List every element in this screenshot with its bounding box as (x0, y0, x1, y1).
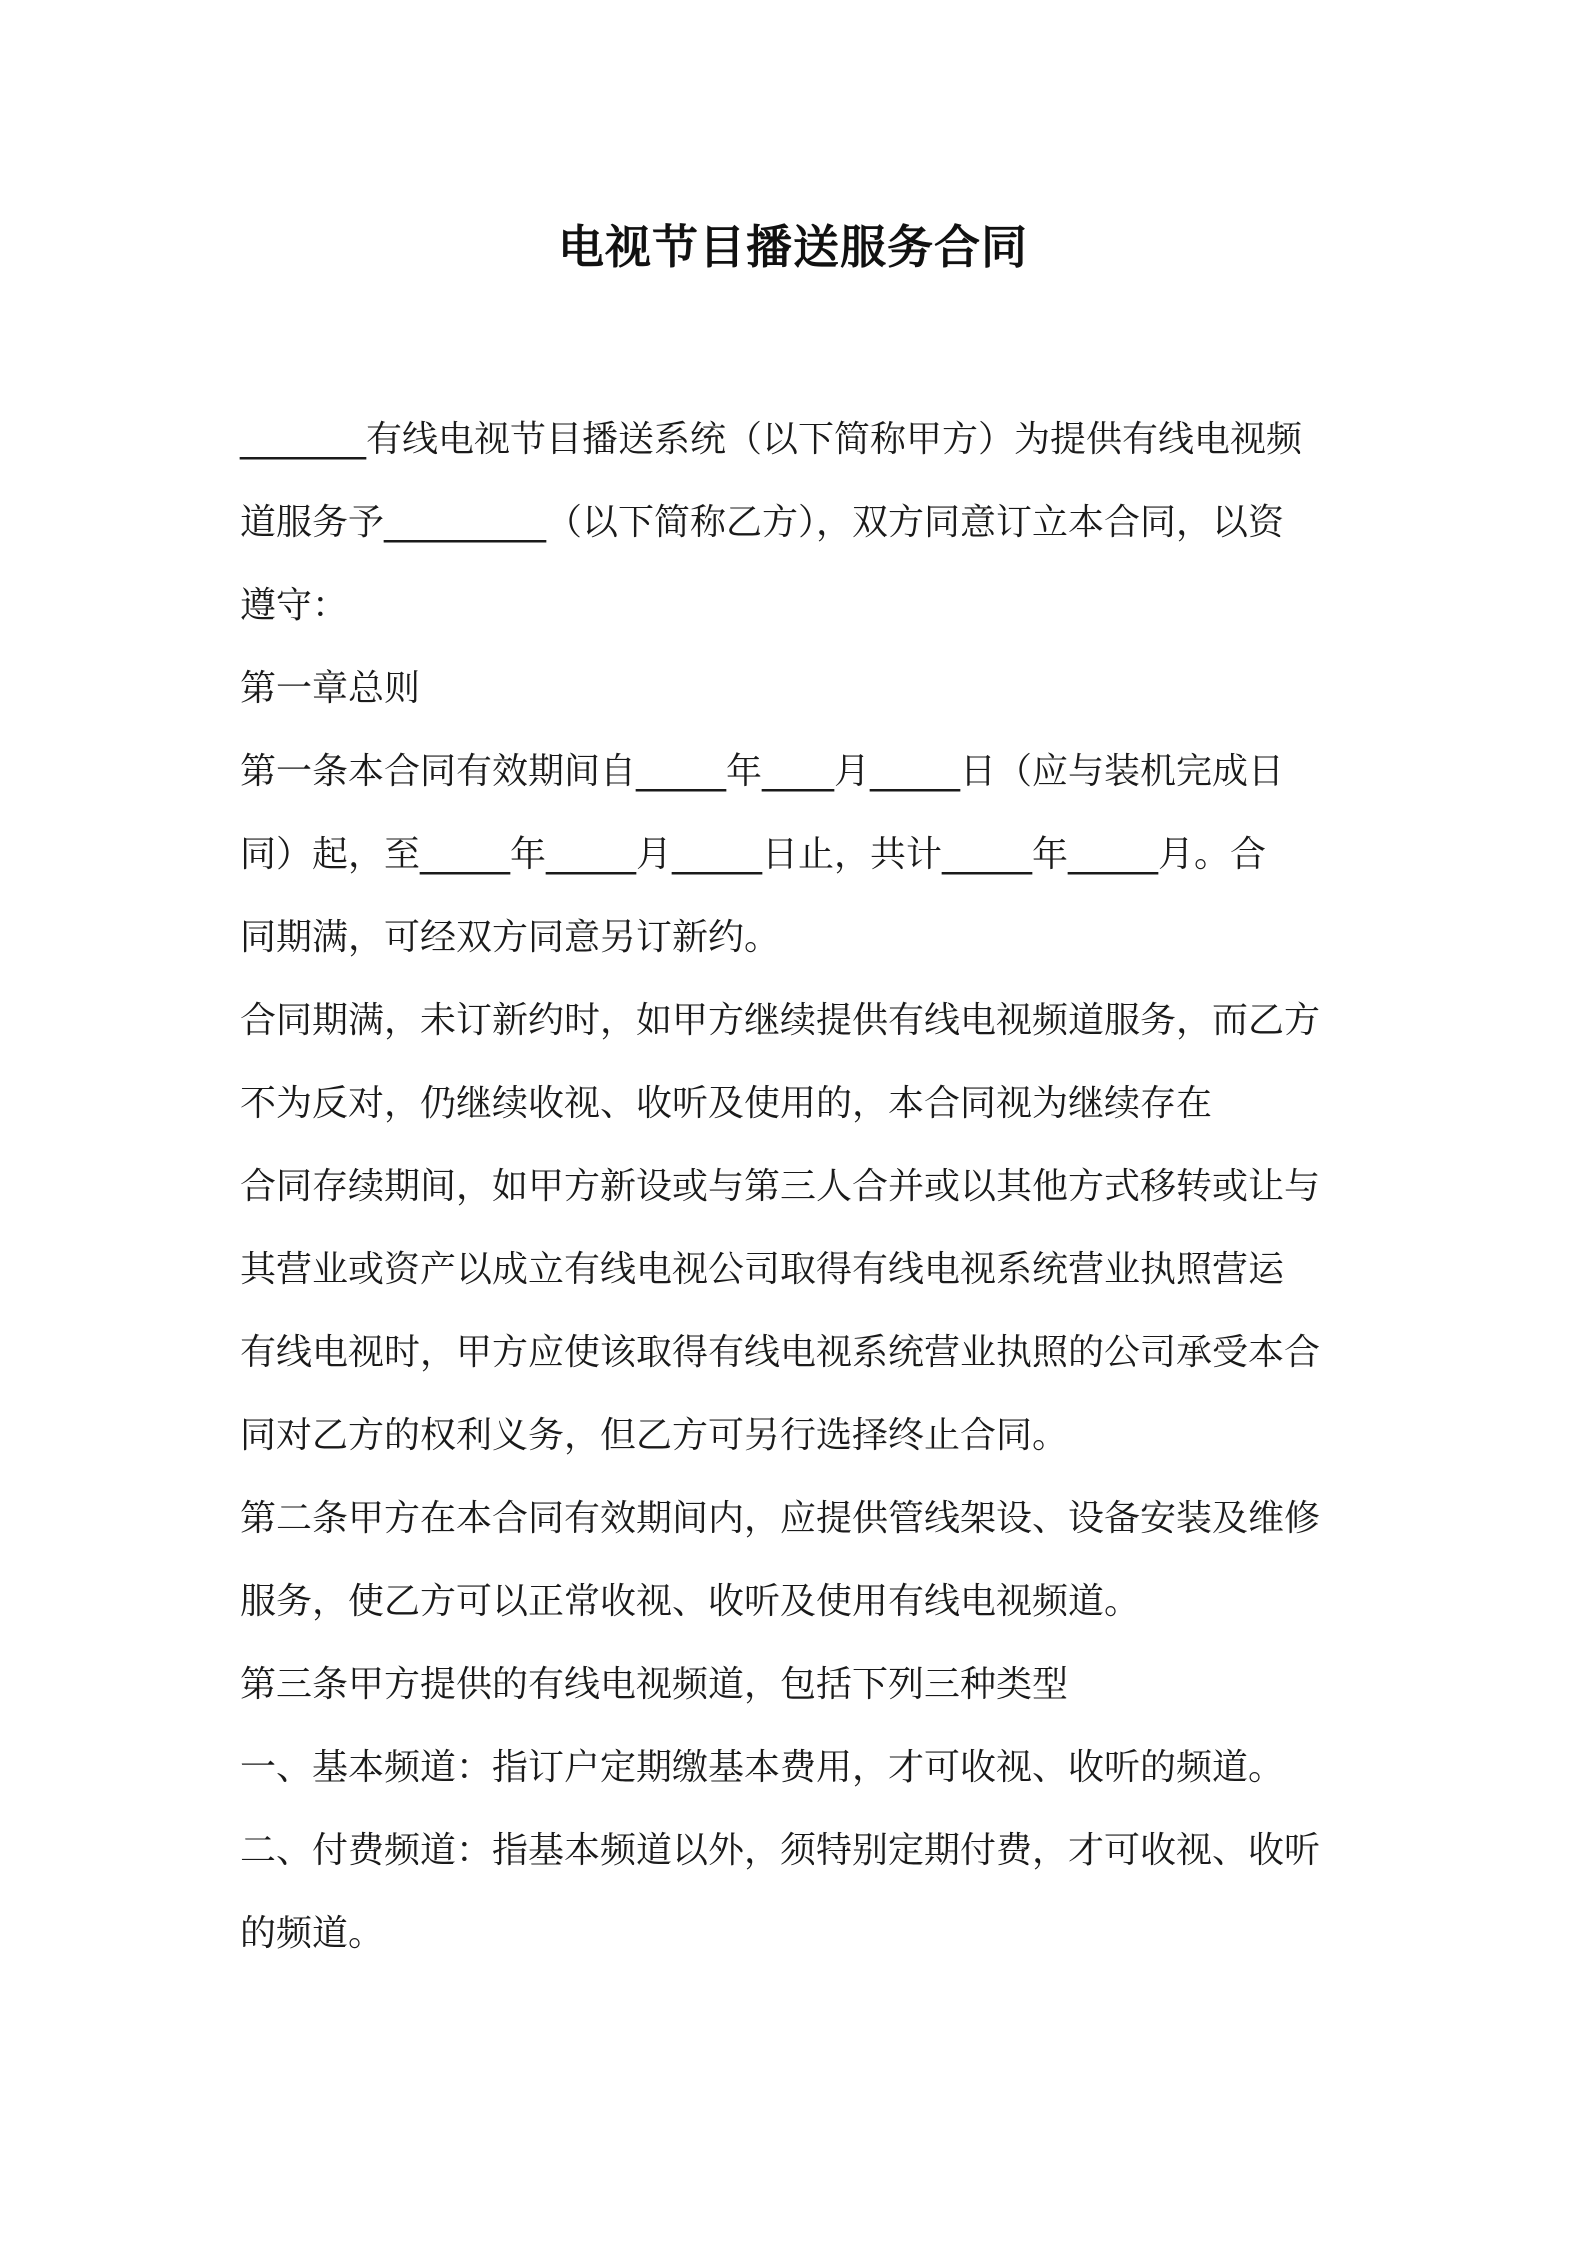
text-line: 其营业或资产以成立有线电视公司取得有线电视系统营业执照营运 (240, 1249, 1285, 1290)
text-line: 同期满，可经双方同意另订新约。 (240, 917, 781, 958)
text-line: 第三条甲方提供的有线电视频道，包括下列三种类型 (240, 1664, 1069, 1705)
text-line: 同）起，至_____年_____月_____日止，共计_____年_____月。合 (240, 834, 1267, 875)
text-line: 合同期满，未订新约时，如甲方继续提供有线电视频道服务，而乙方 (240, 1000, 1321, 1041)
text-line: 二、付费频道：指基本频道以外，须特别定期付费，才可收视、收听 (240, 1830, 1321, 1871)
text-line: 不为反对，仍继续收视、收听及使用的，本合同视为继续存在 (240, 1083, 1213, 1124)
document-title: 电视节目播送服务合同 (558, 220, 1028, 274)
text-line: 第二条甲方在本合同有效期间内，应提供管线架设、设备安装及维修 (240, 1498, 1321, 1539)
text-line: 的频道。 (240, 1913, 385, 1954)
text-line: 有线电视时，甲方应使该取得有线电视系统营业执照的公司承受本合 (240, 1332, 1321, 1373)
text-line: 同对乙方的权利义务，但乙方可另行选择终止合同。 (240, 1415, 1069, 1456)
text-line: 道服务予_________（以下简称乙方），双方同意订立本合同，以资 (240, 502, 1285, 543)
text-line: 一、基本频道：指订户定期缴基本费用，才可收视、收听的频道。 (240, 1747, 1285, 1788)
document-body (240, 398, 1360, 1975)
chapter-heading: 第一章总则 (240, 668, 421, 709)
text-line: 服务，使乙方可以正常收视、收听及使用有线电视频道。 (240, 1581, 1141, 1622)
text-line: 合同存续期间，如甲方新设或与第三人合并或以其他方式移转或让与 (240, 1166, 1321, 1207)
text-line: 遵守： (240, 585, 349, 626)
text-line: 第一条本合同有效期间自_____年____月_____日（应与装机完成日 (240, 751, 1285, 792)
text-line: _______有线电视节目播送系统（以下简称甲方）为提供有线电视频 (240, 419, 1303, 460)
